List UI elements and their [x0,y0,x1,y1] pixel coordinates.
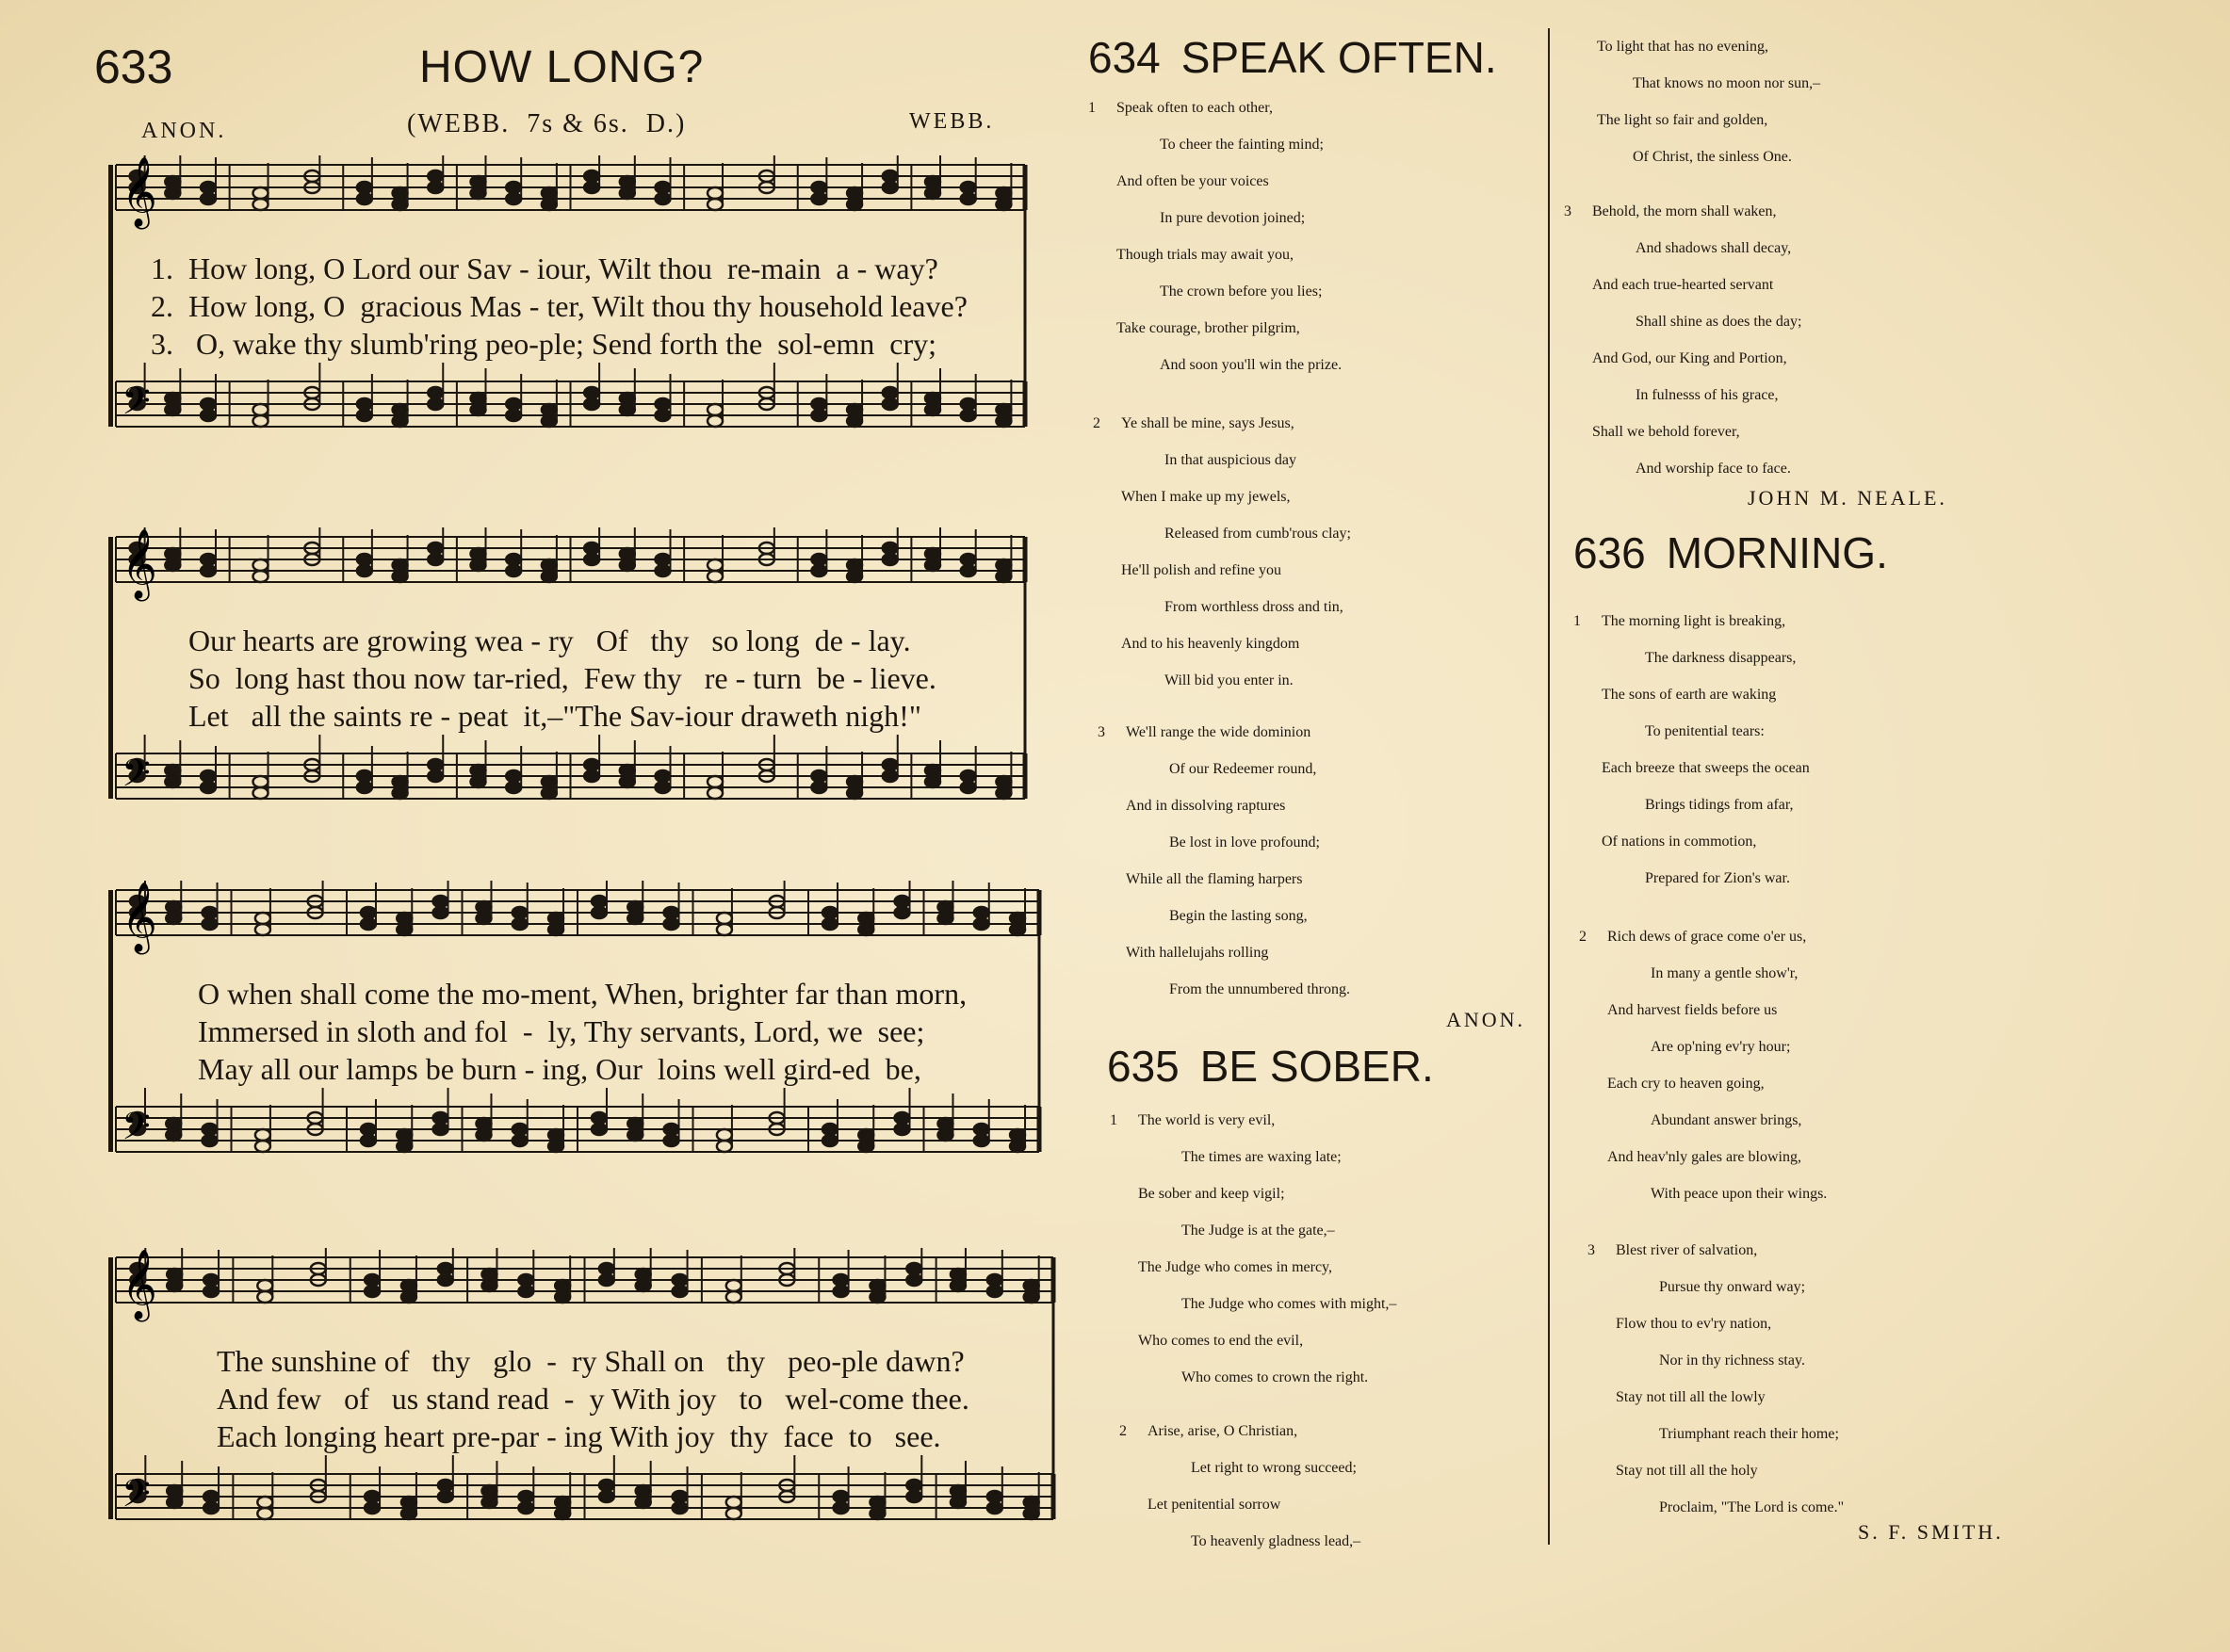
verse-text: Each cry to heaven going, [1607,1076,1765,1092]
lyric-line: And few of us stand read - y With joy to wel-come thee. [217,1382,969,1416]
verse-text: And shadows shall decay, [1636,240,1792,256]
stanza-continued [1597,28,1820,175]
verse-line [1564,377,1801,413]
verse-text: The darkness disappears, [1645,650,1797,666]
stanza [1098,714,1350,1008]
verse-line [1098,714,1350,751]
verse-text: Each breeze that sweeps the ocean [1602,760,1810,776]
verse-line [1119,1523,1360,1560]
verse-text: Nor in thy richness stay. [1659,1352,1805,1369]
verse-text: Behold, the morn shall waken, [1592,203,1777,219]
svg-text:𝄞: 𝄞 [122,1250,157,1320]
verse-text: To cheer the fainting mind; [1160,137,1324,153]
verse-text: Take courage, brother pilgrim, [1116,320,1300,336]
verse-line [1573,676,1810,713]
author-credit: S. F. SMITH. [1858,1520,2004,1544]
verse-line: To light that has no evening, [1597,39,1768,55]
verse-text: The Judge who comes in mercy, [1138,1259,1333,1275]
verse-line [1587,1305,1844,1342]
verse-line [1093,552,1351,589]
verse-line [1573,786,1810,823]
verse-text: In fulnesss of his grace, [1636,387,1779,403]
verse-line [1110,1359,1396,1396]
verse-text: And in dissolving raptures [1126,798,1286,814]
verse-text: Stay not till all the lowly [1616,1389,1766,1405]
verse-text: To penitential tears: [1645,723,1765,739]
verse-line [1110,1212,1396,1249]
svg-text:𝄞: 𝄞 [122,529,157,599]
svg-text:𝄢: 𝄢 [122,380,151,432]
verse-line [1573,860,1810,897]
verse-line [1579,1102,1827,1139]
verse-line [1573,823,1810,860]
music-system [108,527,1036,838]
author-credit: ANON. [141,119,227,143]
svg-text:𝄢: 𝄢 [122,1105,151,1158]
verse-text: And God, our King and Portion, [1592,350,1787,366]
verse-line [1119,1413,1360,1450]
verse-text: Be sober and keep vigil; [1138,1186,1285,1202]
lyric-line: 1. How long, O Lord our Sav - iour, Wilt thou re-main a - way? [151,251,938,285]
verse-line [1579,1139,1827,1175]
verse-text: And soon you'll win the prize. [1160,357,1343,373]
verse-text: Of nations in commotion, [1602,834,1757,850]
lyric-line: Immersed in sloth and fol - ly, Thy servants, Lord, we see; [198,1014,925,1048]
verse-text: Speak often to each other, [1116,100,1273,116]
verse-text: Pursue thy onward way; [1659,1279,1806,1295]
verse-line [1564,413,1801,450]
verse-text: Flow thou to ev'ry nation, [1616,1316,1772,1332]
verse-line [1573,603,1810,640]
verse-line [1564,230,1801,267]
verse-text: In that auspicious day [1164,452,1296,468]
stanza-number: 2 [1093,415,1100,431]
verse-line [1093,405,1351,442]
verse-text: When I make up my jewels, [1121,489,1291,505]
tune-meter: (WEBB. 7s & 6s. D.) [407,109,687,138]
verse-line [1098,861,1350,898]
verse-line [1110,1175,1396,1212]
stanza-number: 3 [1098,724,1105,740]
lyric-line: Let all the saints re - peat it,–"The Sav-iour draweth nigh!" [188,699,921,733]
verse-line [1088,273,1342,310]
verse-text: Let right to wrong succeed; [1191,1460,1357,1476]
stanza [1564,193,1801,487]
verse-text: From worthless dross and tin, [1164,599,1343,615]
verse-text: Begin the lasting song, [1169,908,1308,924]
author-credit: JOHN M. NEALE. [1748,486,1947,510]
hymn-title: HOW LONG? [419,42,705,92]
stanza [1088,89,1342,383]
stanza-number: 1 [1573,613,1581,629]
music-system [108,881,1050,1191]
verse-line [1093,589,1351,625]
svg-text:𝄞: 𝄞 [122,883,157,952]
verse-line [1110,1286,1396,1322]
svg-text:𝄢: 𝄢 [122,1472,151,1525]
verse-line [1098,751,1350,787]
verse-line [1564,340,1801,377]
verse-text: Who comes to crown the right. [1181,1369,1369,1385]
verse-text: Who comes to end the evil, [1138,1333,1304,1349]
verse-text: Let penitential sorrow [1148,1497,1281,1513]
verse-text: And each true-hearted servant [1592,277,1774,293]
verse-text: He'll polish and refine you [1121,562,1281,578]
verse-text: In pure devotion joined; [1160,210,1306,226]
verse-text: Brings tidings from afar, [1645,797,1794,813]
verse-text: Are op'ning ev'ry hour; [1651,1039,1791,1055]
verse-text: In many a gentle show'r, [1651,965,1799,981]
column-divider [1548,28,1550,1545]
lyric-line: May all our lamps be burn - ing, Our loins well gird-ed be, [198,1052,921,1086]
verse-line [1098,898,1350,934]
verse-line: The light so fair and golden, [1597,112,1768,128]
lyric-line: Each longing heart pre-par - ing With joy thy face to see. [217,1419,941,1453]
verse-line [1587,1379,1844,1416]
lyric-line: The sunshine of thy glo - ry Shall on thy peo-ple dawn? [217,1344,965,1378]
verse-line [1110,1139,1396,1175]
verse-line [1587,1416,1844,1452]
verse-text: With hallelujahs rolling [1126,945,1269,961]
verse-text: Shall shine as does the day; [1636,314,1802,330]
stanza-number: 1 [1110,1112,1117,1128]
lyric-line: 2. How long, O gracious Mas - ter, Wilt thou thy household leave? [151,289,968,323]
hymn-number: 635 [1107,1042,1180,1091]
composer-credit: WEBB. [909,109,995,134]
lyrics-block [198,975,967,1088]
verse-line [1098,934,1350,971]
verse-line [1110,1322,1396,1359]
music-system [108,1248,1065,1559]
verse-line: That knows no moon nor sun,– [1633,75,1821,91]
verse-line [1088,347,1342,383]
stanza-number: 1 [1088,100,1096,116]
lyric-line: 3. O, wake thy slumb'ring peo-ple; Send forth the sol-emn cry; [151,327,937,361]
verse-text: Be lost in love profound; [1169,834,1320,850]
verse-line [1587,1232,1844,1269]
verse-text: The crown before you lies; [1160,283,1323,300]
stanza [1110,1102,1396,1396]
svg-text:𝄢: 𝄢 [122,752,151,804]
verse-line [1110,1102,1396,1139]
verse-text: Arise, arise, O Christian, [1148,1423,1298,1439]
verse-line [1564,450,1801,487]
verse-line [1098,787,1350,824]
verse-text: The morning light is breaking, [1602,613,1786,629]
verse-line [1564,193,1801,230]
verse-line [1579,1065,1827,1102]
verse-line [1573,713,1810,750]
hymn-number: 633 [94,40,173,93]
verse-line [1088,163,1342,200]
verse-line [1110,1249,1396,1286]
verse-text: The Judge is at the gate,– [1181,1223,1335,1239]
verse-text: Triumphant reach their home; [1659,1426,1839,1442]
hymn-title: SPEAK OFTEN. [1180,33,1497,82]
verse-line: Of Christ, the sinless One. [1633,149,1792,165]
verse-line [1093,662,1351,699]
verse-line [1093,478,1351,515]
verse-line [1093,515,1351,552]
stanza [1587,1232,1844,1526]
stanza-number: 3 [1587,1242,1595,1258]
stanza-number: 3 [1564,203,1571,219]
stanza [1093,405,1351,699]
lyrics-block [217,1342,969,1455]
verse-text: Blest river of salvation, [1616,1242,1758,1258]
verse-line [1573,750,1810,786]
hymn-title: BE SOBER. [1199,1042,1434,1091]
verse-text: We'll range the wide dominion [1126,724,1311,740]
verse-text: Of our Redeemer round, [1169,761,1317,777]
verse-text: With peace upon their wings. [1651,1186,1828,1202]
verse-text: And often be your voices [1116,173,1269,189]
verse-text: Though trials may await you, [1116,247,1294,263]
verse-line [1088,310,1342,347]
verse-text: From the unnumbered throng. [1169,981,1350,997]
verse-line [1579,1028,1827,1065]
verse-text: Prepared for Zion's war. [1645,870,1790,886]
verse-text: Proclaim, "The Lord is come." [1659,1499,1845,1515]
svg-text:𝄞: 𝄞 [122,157,157,227]
verse-line [1587,1489,1844,1526]
verse-text: The world is very evil, [1138,1112,1276,1128]
verse-text: While all the flaming harpers [1126,871,1303,887]
verse-text: Released from cumb'rous clay; [1164,526,1351,542]
hymn-title: MORNING. [1666,528,1888,577]
verse-text: And heav'nly gales are blowing, [1607,1149,1801,1165]
verse-line [1587,1269,1844,1305]
stanza-number: 2 [1119,1423,1127,1439]
lyrics-block [188,622,936,735]
verse-line [1093,625,1351,662]
verse-line [1088,200,1342,236]
lyric-line: O when shall come the mo-ment, When, brighter far than morn, [198,977,968,1011]
verse-text: And to his heavenly kingdom [1121,636,1300,652]
hymn-heading [1107,1041,1455,1092]
verse-text: Rich dews of grace come o'er us, [1607,929,1807,945]
verse-line [1579,1175,1827,1212]
verse-text: And worship face to face. [1636,461,1791,477]
hymn-heading [1088,32,1518,83]
hymn-number: 634 [1088,33,1161,82]
verse-line [1088,236,1342,273]
lyric-line: Our hearts are growing wea - ry Of thy so long de - lay. [188,624,911,657]
verse-line [1119,1486,1360,1523]
verse-line [1579,955,1827,992]
verse-text: And harvest fields before us [1607,1002,1778,1018]
hymn-heading [1573,527,1909,578]
verse-line [1564,267,1801,303]
verse-line [1564,303,1801,340]
verse-text: Stay not till all the holy [1616,1463,1758,1479]
stanza-number: 2 [1579,929,1587,945]
verse-line [1088,89,1342,126]
verse-text: Ye shall be mine, says Jesus, [1121,415,1294,431]
verse-line [1579,918,1827,955]
verse-text: Shall we behold forever, [1592,424,1740,440]
verse-text: To heavenly gladness lead,– [1191,1533,1361,1549]
verse-text: The sons of earth are waking [1602,687,1777,703]
verse-line [1587,1452,1844,1489]
stanza [1573,603,1810,897]
verse-line [1093,442,1351,478]
verse-text: Abundant answer brings, [1651,1112,1802,1128]
verse-line [1098,971,1350,1008]
stanza [1579,918,1827,1212]
verse-text: The Judge who comes with might,– [1181,1296,1397,1312]
lyric-line: So long hast thou now tar-ried, Few thy re - turn be - lieve. [188,661,936,695]
verse-line [1088,126,1342,163]
verse-line [1587,1342,1844,1379]
music-system [108,155,1036,466]
verse-line [1579,992,1827,1028]
verse-line [1098,824,1350,861]
stanza [1119,1413,1360,1560]
verse-text: Will bid you enter in. [1164,672,1294,688]
hymn-number: 636 [1573,528,1646,577]
verse-line [1119,1450,1360,1486]
verse-text: The times are waxing late; [1181,1149,1342,1165]
verse-line [1573,640,1810,676]
lyrics-block [151,250,968,363]
author-credit: ANON. [1446,1008,1526,1031]
